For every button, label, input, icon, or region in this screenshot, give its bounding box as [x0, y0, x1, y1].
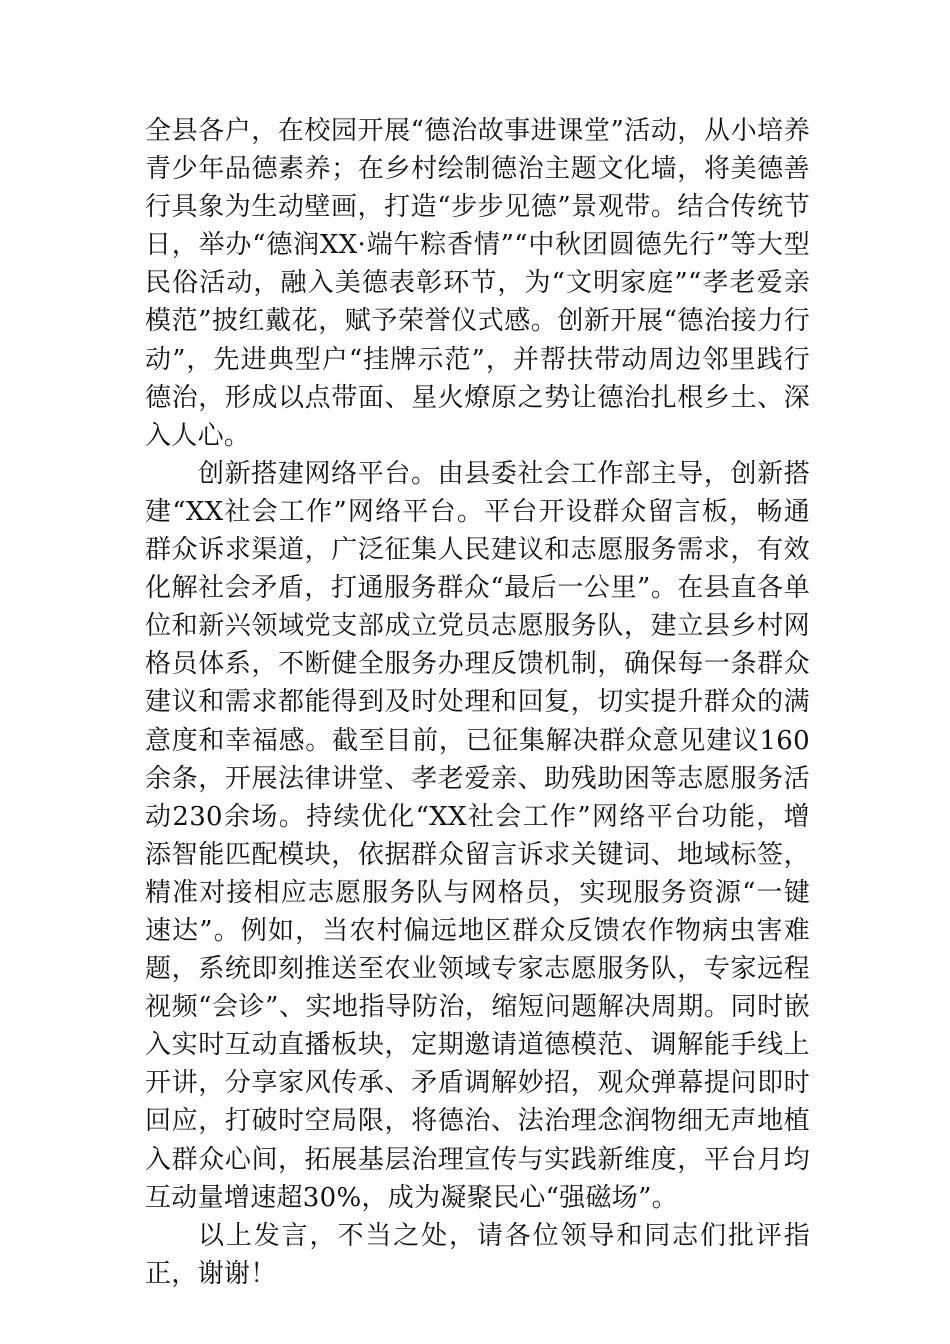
paragraph-closing-remarks: 以上发言，不当之处，请各位领导和同志们批评指正，谢谢！ — [145, 1220, 810, 1289]
document-body — [145, 112, 810, 1293]
paragraph-network-platform: 创新搭建网络平台。由县委社会工作部主导，创新搭建“XX社会工作”网络平台。平台开设群众留言板，畅通群众诉求渠道，广泛征集人民建议和志愿服务需求，有效化解社会矛盾，打通服务群众“最后一公里”。在县直各单位和新兴领域党支部成立党员志愿服务队，建立县乡村网格员体系，不断健全服务办理反馈机制，确保每一条群众建议和需求都能得到及时处理和回复，切实提升群众的满意度和幸福感。截至目前，已征集解决群众意见建议160余条，开展法律讲堂、孝老爱亲、助残助困等志愿服务活动230余场。持续优化“XX社会工作”网络平台功能，增添智能匹配模块，依据群众留言诉求关键词、地域标签，精准对接相应志愿服务队与网格员，实现服务资源“一键速达”。例如，当农村偏远地区群众反馈农作物病虫害难题，系统即刻推送至农业领域专家志愿服务队，专家远程视频“会诊”、实地指导防治，缩短问题解决周期。同时嵌入实时互动直播板块，定期邀请道德模范、调解能手线上开讲，分享家风传承、矛盾调解妙招，观众弹幕提问即时回应，打破时空局限，将德治、法治理念润物细无声地植入群众心间，拓展基层治理宣传与实践新维度，平台月均互动量增速超30%，成为凝聚民心“强磁场”。 — [145, 458, 810, 1213]
paragraph-continuation: 全县各户，在校园开展“德治故事进课堂”活动，从小培养青少年品德素养；在乡村绘制德治主题文化墙，将美德善行具象为生动壁画，打造“步步见德”景观带。结合传统节日，举办“德润XX·端午粽香情”“中秋团圆德先行”等大型民俗活动，融入美德表彰环节，为“文明家庭”“孝老爱亲模范”披红戴花，赋予荣誉仪式感。创新开展“德治接力行动”，先进典型户“挂牌示范”，并帮扶带动周边邻里践行德治，形成以点带面、星火燎原之势让德治扎根乡土、深入人心。 — [145, 116, 810, 451]
